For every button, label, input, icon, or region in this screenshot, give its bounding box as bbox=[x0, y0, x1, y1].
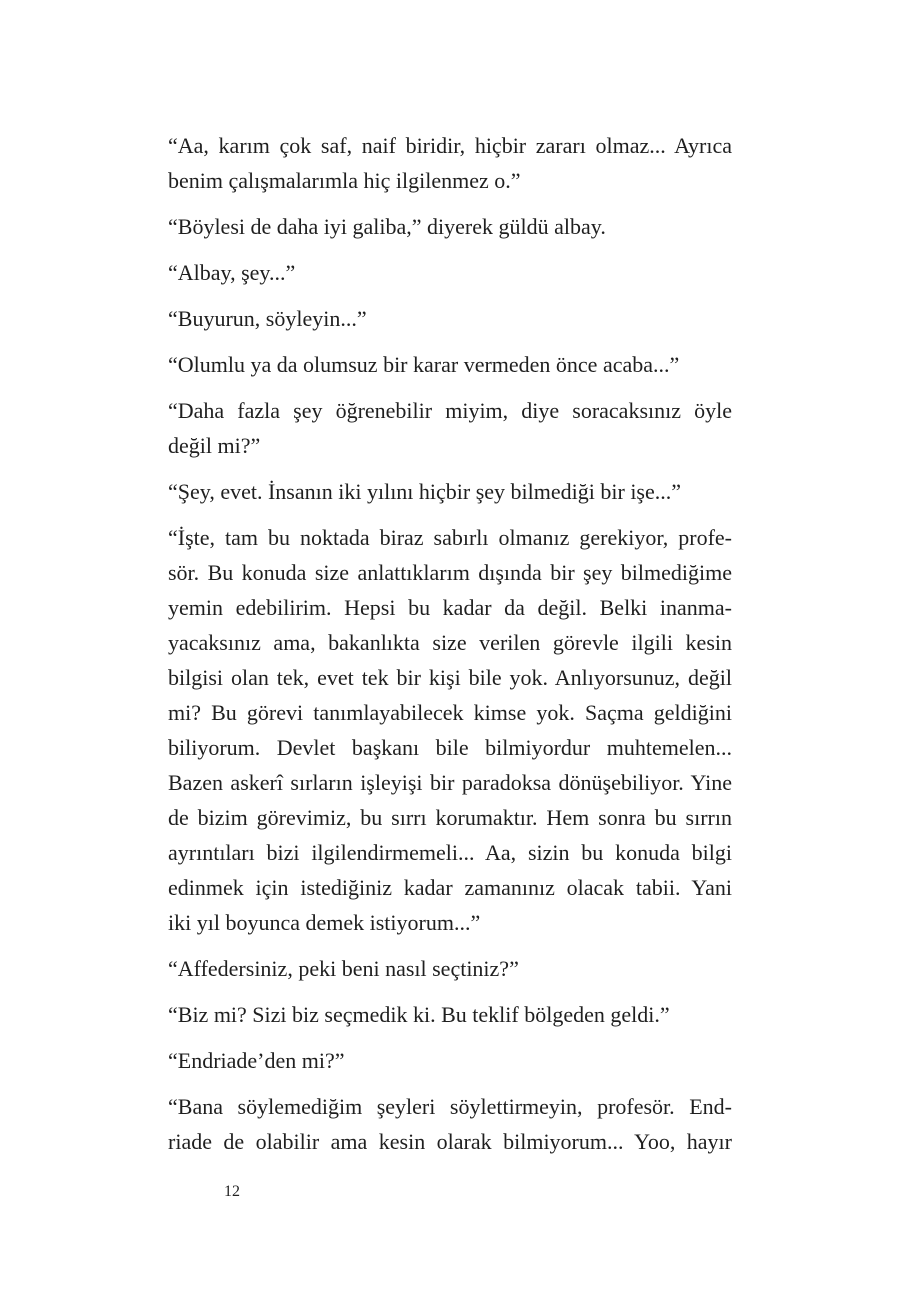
paragraph bbox=[168, 997, 732, 1032]
paragraph bbox=[168, 255, 732, 290]
text-line: biliyorum. Devlet başkanı bile bilmiyordur muhtemelen... bbox=[168, 735, 732, 760]
text-line: riade de olabilir ama kesin olarak bilmiyorum... Yoo, hayır bbox=[168, 1129, 732, 1154]
text-line: Bazen askerî sırların işleyişi bir paradoksa dönüşebiliyor. Yine bbox=[168, 770, 732, 795]
text-line: “Albay, şey...” bbox=[168, 260, 296, 285]
paragraph bbox=[168, 1043, 732, 1078]
paragraph bbox=[168, 128, 732, 198]
text-line: “Buyurun, söyleyin...” bbox=[168, 306, 367, 331]
text-line: “Biz mi? Sizi biz seçmedik ki. Bu teklif bölgeden geldi.” bbox=[168, 1002, 670, 1027]
text-line: “Olumlu ya da olumsuz bir karar vermeden önce acaba...” bbox=[168, 352, 680, 377]
text-line: edinmek için istediğiniz kadar zamanınız olacak tabii. Yani bbox=[168, 875, 732, 900]
text-line: iki yıl boyunca demek istiyorum...” bbox=[168, 910, 481, 935]
paragraph bbox=[168, 347, 732, 382]
text-line: değil mi?” bbox=[168, 433, 261, 458]
paragraph bbox=[168, 520, 732, 940]
text-line: mi? Bu görevi tanımlayabilecek kimse yok. Saçma geldiğini bbox=[168, 700, 732, 725]
paragraph bbox=[168, 474, 732, 509]
text-line: yemin edebilirim. Hepsi bu kadar da değil. Belki inanma- bbox=[168, 595, 732, 620]
text-line: “Aa, karım çok saf, naif biridir, hiçbir zararı olmaz... Ayrıca bbox=[168, 133, 732, 158]
paragraph bbox=[168, 301, 732, 336]
text-line: “Böylesi de daha iyi galiba,” diyerek güldü albay. bbox=[168, 214, 606, 239]
paragraph bbox=[168, 1089, 732, 1159]
paragraph bbox=[168, 951, 732, 986]
text-line: “Bana söylemediğim şeyleri söylettirmeyin, profesör. End- bbox=[168, 1094, 732, 1119]
text-line: “İşte, tam bu noktada biraz sabırlı olmanız gerekiyor, profe- bbox=[168, 525, 732, 550]
text-line: sör. Bu konuda size anlattıklarım dışında bir şey bilmediğime bbox=[168, 560, 732, 585]
text-line: “Affedersiniz, peki beni nasıl seçtiniz?” bbox=[168, 956, 519, 981]
text-line: benim çalışmalarımla hiç ilgilenmez o.” bbox=[168, 168, 521, 193]
text-line: ayrıntıları bizi ilgilendirmemeli... Aa, sizin bu konuda bilgi bbox=[168, 840, 732, 865]
page-number: 12 bbox=[224, 1183, 240, 1200]
text-line: bilgisi olan tek, evet tek bir kişi bile yok. Anlıyorsunuz, değil bbox=[168, 665, 732, 690]
text-line: “Endriade’den mi?” bbox=[168, 1048, 345, 1073]
paragraph bbox=[168, 393, 732, 463]
text-line: “Daha fazla şey öğrenebilir miyim, diye soracaksınız öyle bbox=[168, 398, 732, 423]
text-line: “Şey, evet. İnsanın iki yılını hiçbir şey bilmediği bir işe...” bbox=[168, 479, 682, 504]
paragraph bbox=[168, 209, 732, 244]
body-text bbox=[168, 128, 732, 1170]
text-line: yacaksınız ama, bakanlıkta size verilen görevle ilgili kesin bbox=[168, 630, 732, 655]
text-line: de bizim görevimiz, bu sırrı korumaktır. Hem sonra bu sırrın bbox=[168, 805, 732, 830]
